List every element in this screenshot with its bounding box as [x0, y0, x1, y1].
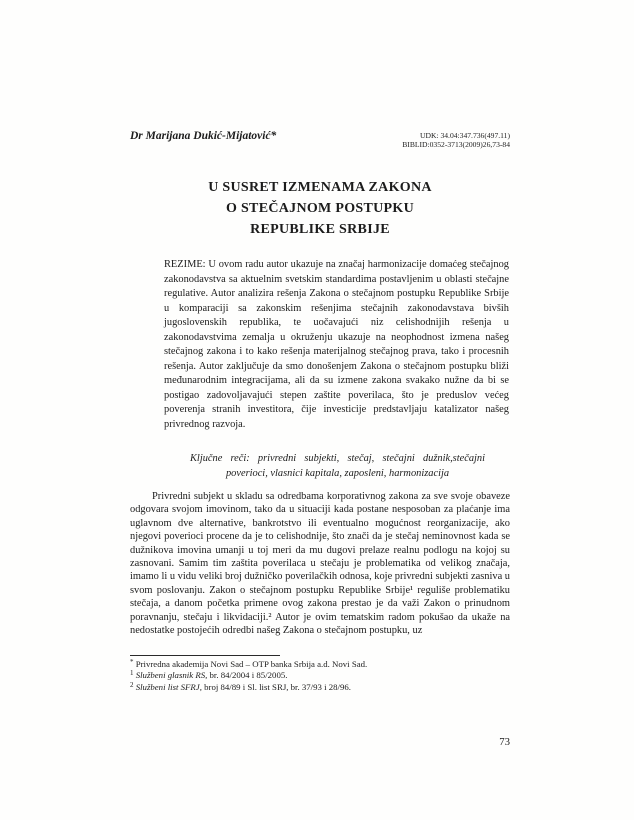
footnote-marker-asterisk: *	[130, 658, 134, 666]
footnote-affiliation	[130, 659, 510, 670]
paper-title-line-3: REPUBLIKE SRBIJE	[250, 222, 390, 237]
footnote-separator	[130, 655, 280, 656]
footnote-text: broj 84/89 i Sl. list SRJ, br. 37/93 i 28/96.	[201, 681, 352, 692]
footnote-text: br. 84/2004 i 85/2005.	[207, 670, 288, 681]
udk-code: UDK: 34.04:347.736(497.11)	[420, 131, 510, 140]
abstract-paragraph: REZIME: U ovom radu autor ukazuje na značaj harmonizacije domaćeg stečajnog zakonodavstva sa aktuelnim svetskim standardima postavljenim u oblasti stečajne regulative. Autor analizira rešenja Zakona o stečajnom postupku Republike Srbije u komparaciji sa zakonskim rešenjima stečajnih zakonodavstava bivših jugoslovenskih republika, te uočavajući niz celishodnijih rešenja u zakonodavstvima zemalja u okruženju ukazuje na neophodnost izmena našeg stečajnog zakona i to kako rešenja materijalnog stečajnog prava, tako i procesnih rešenja. Autor zaključuje da smo donošenjem Zakona o stečajnom postupku bliži međunarodnim integracijama, ali da su izmene zakona svakako nužne da bi se postigao zadovoljavajući stepen zaštite poverilaca, što je preduslov većeg poverenja stranih investitora, čije investicije predstavljaju katalizator našeg privrednog razvoja.	[164, 259, 509, 430]
footnote-1	[130, 670, 510, 681]
keywords-paragraph: Ključne reči: privredni subjekti, stečaj, stečajni dužnik,stečajni poverioci, vlasnici kapitala, zaposleni, harmonizacija	[190, 453, 485, 479]
biblid-code: BIBLID:0352-3713(2009)26,73-84	[402, 140, 510, 150]
author-name: Dr Marijana Dukić-Mijatović*	[130, 130, 277, 142]
paper-title-line-1: U SUSRET IZMENAMA ZAKONA	[208, 180, 432, 195]
footnote-marker-2: 2	[130, 680, 134, 689]
page-number: 73	[499, 736, 510, 748]
footnote-marker-1: 1	[130, 669, 134, 678]
footnotes	[130, 659, 510, 693]
footnote-2	[130, 682, 510, 693]
paper-title	[130, 177, 510, 240]
footnote-source-italic: Službeni list SFRJ,	[133, 681, 202, 692]
footnote-text: Privredna akademija Novi Sad – OTP banka Srbija a.d. Novi Sad.	[133, 659, 368, 669]
body-paragraph: Privredni subjekt u skladu sa odredbama korporativnog zakona za sve svoje obaveze odgovara svojom imovinom, tako da u situaciji kada postane nesposoban za plaćanje ima uglavnom dve alternative, bankrotstvo ili eventualno mogućnost reorganizacije, ako njegovi poverioci procene da je to celishodnije, što znači da je stečaj neminovnost kada se dužnikova imovina umanji u toj meri da mu dugovi prelaze realnu podlogu na kojoj su zasnovani. Samim tim zaštita poverilaca u stečaju je problematika od velikog značaja, imamo li u vidu veliki broj dužničko poverilačkih odnosa, koje privredni subjekti zasniva u svom poslovanju. Zakon o stečajnom postupku Republike Srbije¹ reguliše problematiku stečaja, a danom početka primene ovog zakona prestao je da važi Zakon o prinudnom poravnanju, stečaju i likvidaciji.² Autor je ovim tematskim radom pokušao da ukaže na nedostatke postojećih odredbi našeg Zakona o stečajnom postupku, uz	[130, 491, 510, 637]
page-header	[130, 130, 510, 150]
body-text	[130, 490, 510, 637]
footnote-source-italic: Službeni glasnik RS,	[133, 670, 208, 681]
reference-codes	[402, 130, 510, 150]
paper-title-line-2: O STEČAJNOM POSTUPKU	[225, 201, 414, 216]
